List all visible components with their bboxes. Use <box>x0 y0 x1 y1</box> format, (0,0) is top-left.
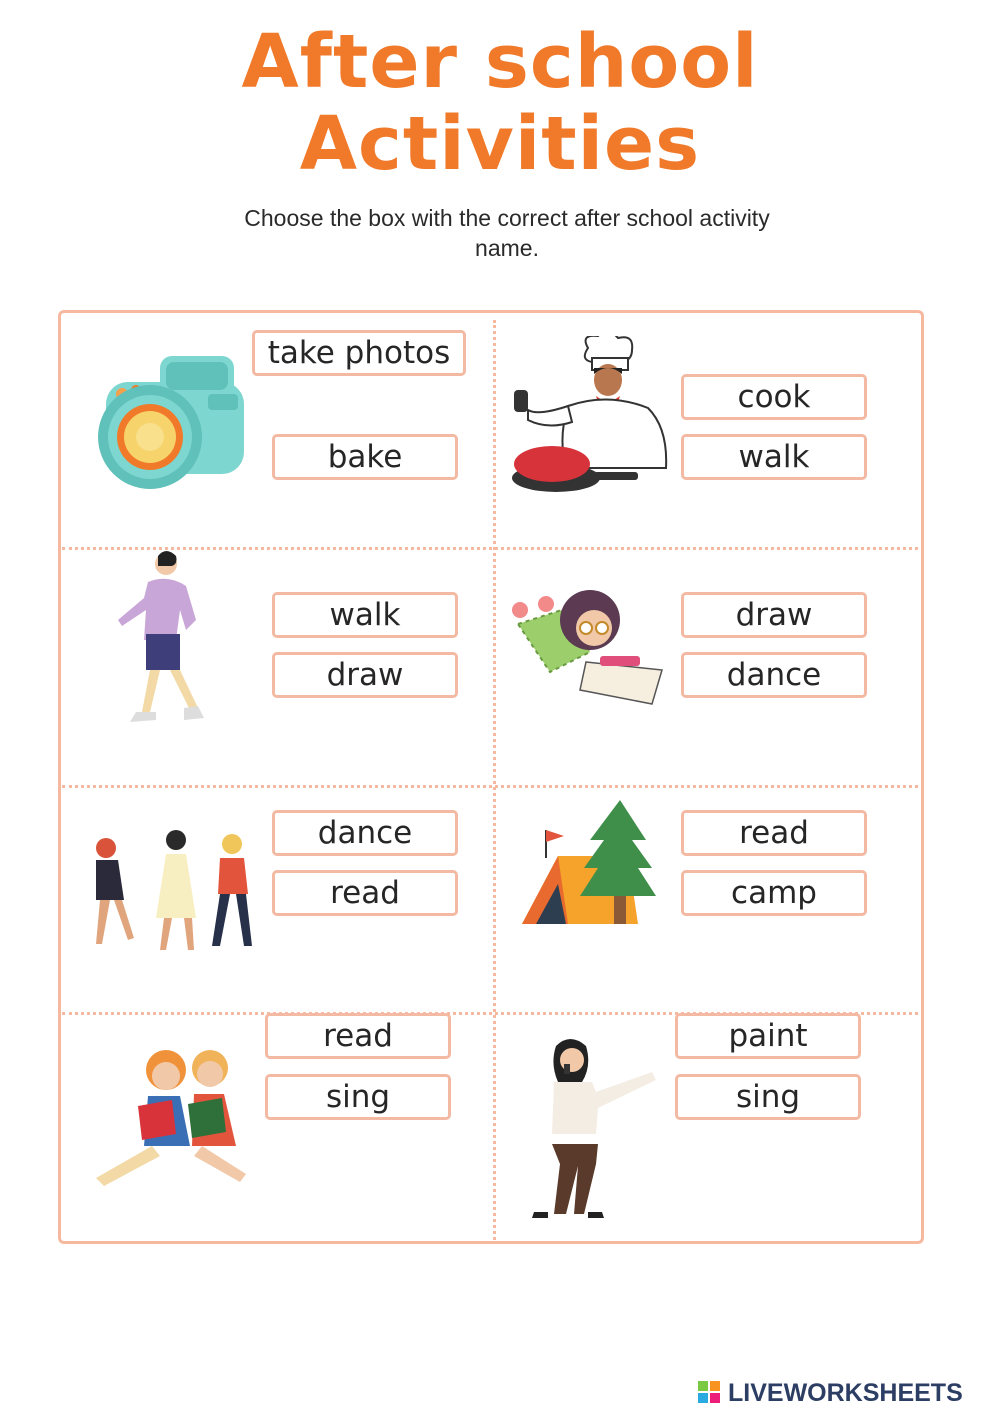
column-divider <box>493 320 496 1240</box>
liveworksheets-brand-text: LIVEWORKSHEETS <box>728 1378 963 1407</box>
option-bake[interactable]: bake <box>272 434 458 480</box>
liveworksheets-logo <box>698 1378 963 1408</box>
children-reading-picture <box>92 1046 256 1192</box>
option-sing[interactable]: sing <box>265 1074 451 1120</box>
instructions-line-1: Choose the box with the correct after school activity <box>244 205 770 231</box>
option-draw[interactable]: draw <box>681 592 867 638</box>
woman-singing-picture <box>530 1036 656 1220</box>
option-read[interactable]: read <box>681 810 867 856</box>
tent-and-tree-picture <box>518 800 658 928</box>
option-read[interactable]: read <box>272 870 458 916</box>
option-read[interactable]: read <box>265 1013 451 1059</box>
page-title-line-1: After school <box>241 19 759 105</box>
option-dance[interactable]: dance <box>681 652 867 698</box>
camera-picture <box>96 350 248 492</box>
option-camp[interactable]: camp <box>681 870 867 916</box>
option-dance[interactable]: dance <box>272 810 458 856</box>
option-paint[interactable]: paint <box>675 1013 861 1059</box>
option-cook[interactable]: cook <box>681 374 867 420</box>
option-walk[interactable]: walk <box>272 592 458 638</box>
option-sing[interactable]: sing <box>675 1074 861 1120</box>
girl-drawing-picture <box>506 584 674 708</box>
row-divider <box>62 785 924 788</box>
option-take-photos[interactable]: take photos <box>252 330 466 376</box>
liveworksheets-icon <box>698 1381 722 1405</box>
instructions-line-2: name. <box>475 235 539 261</box>
option-walk[interactable]: walk <box>681 434 867 480</box>
page-title-line-2: Activities <box>299 101 701 187</box>
option-draw[interactable]: draw <box>272 652 458 698</box>
chef-cooking-picture <box>508 336 672 498</box>
people-dancing-picture <box>86 826 262 956</box>
woman-walking-picture <box>110 548 210 732</box>
